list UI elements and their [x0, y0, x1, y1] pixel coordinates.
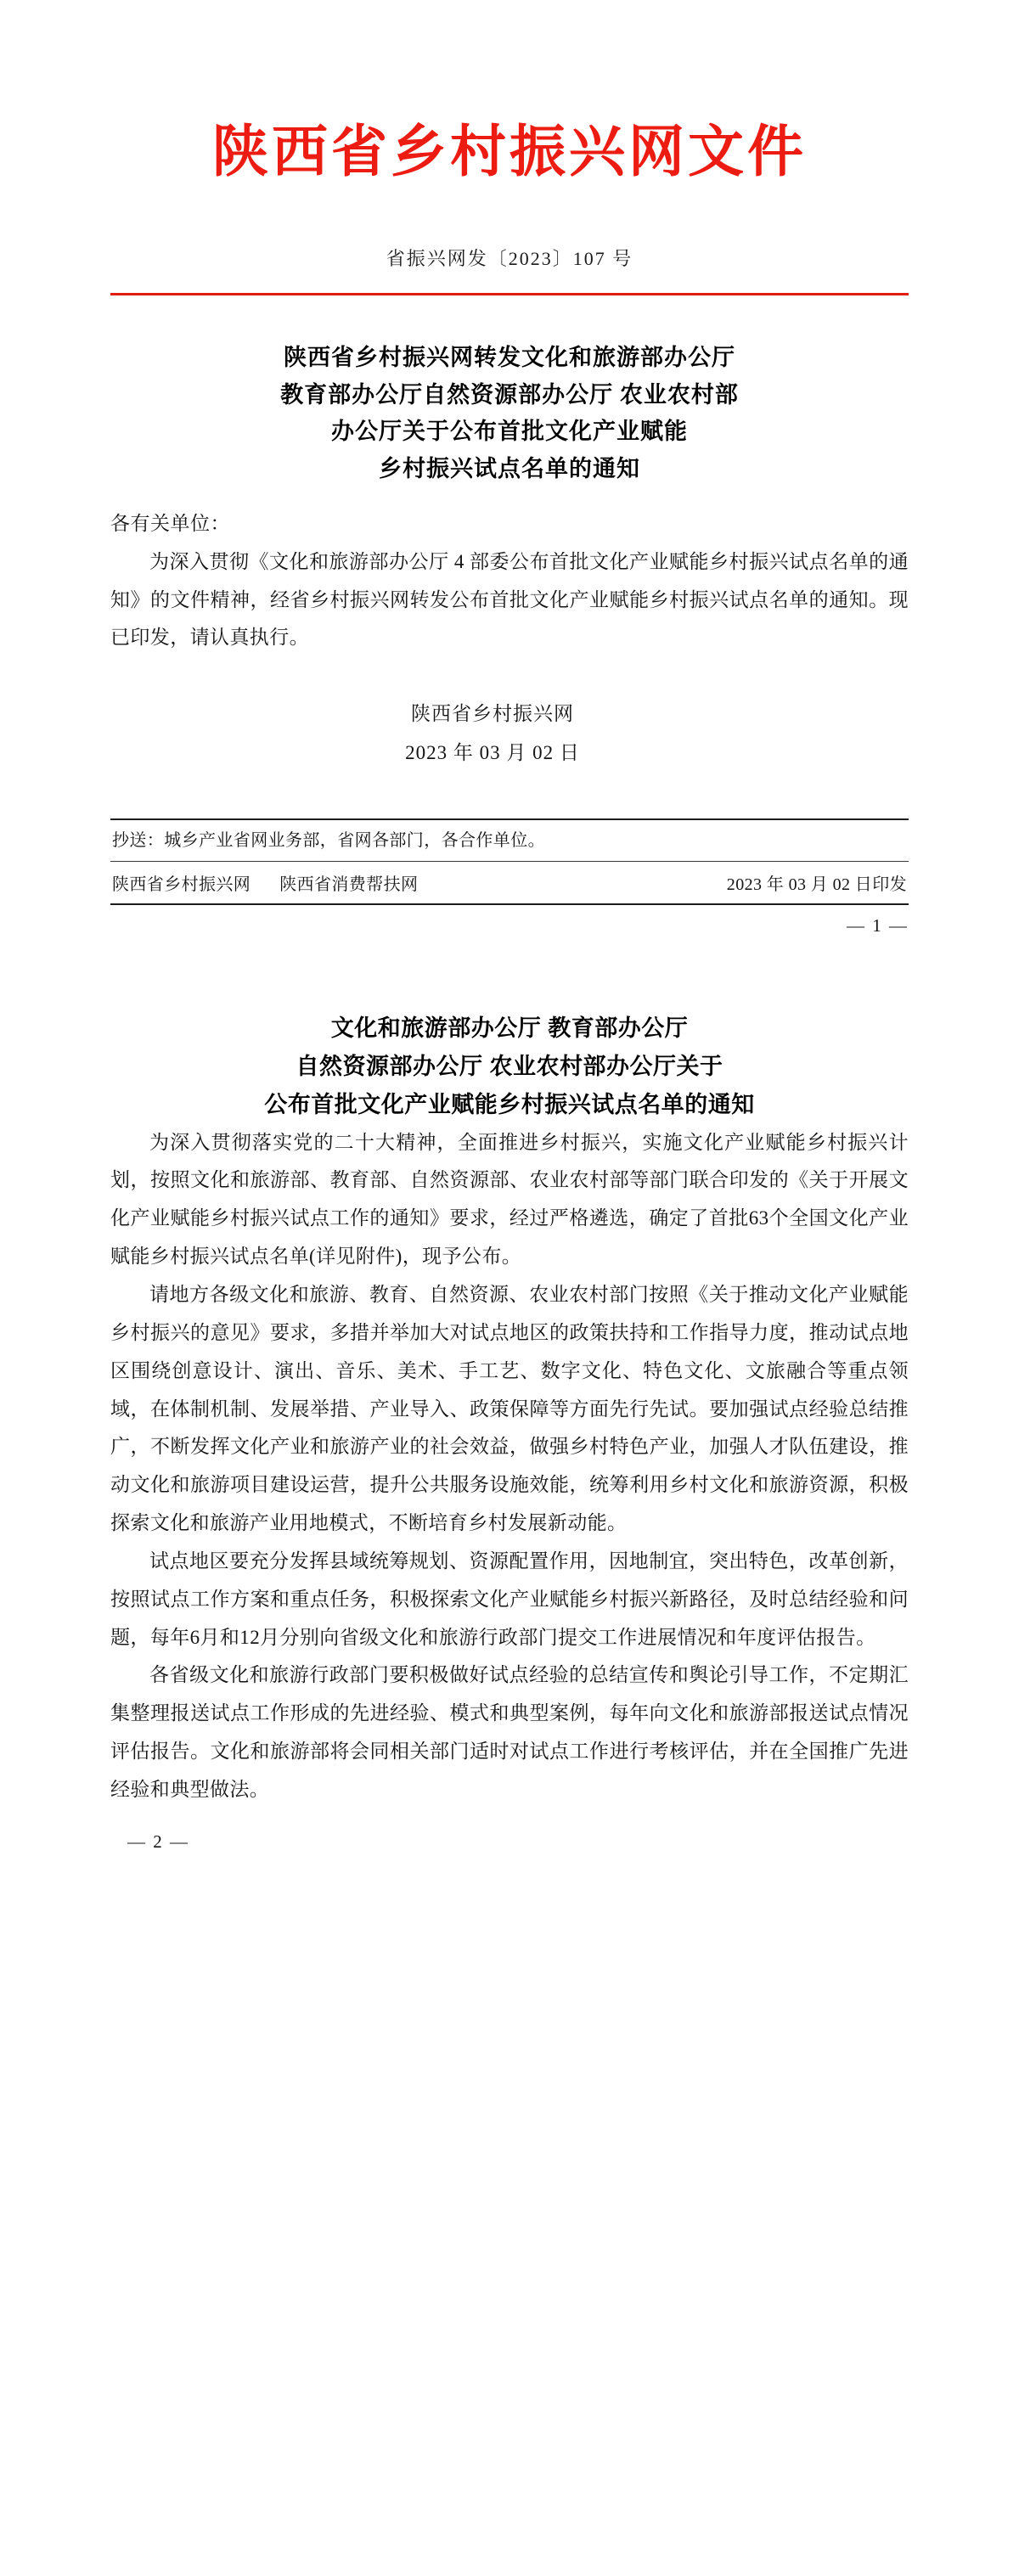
page-1-paragraph: 为深入贯彻《文化和旅游部办公厅 4 部委公布首批文化产业赋能乡村振兴试点名单的通知》的文件精神，经省乡村振兴网转发公布首批文化产业赋能乡村振兴试点名单的通知。现已印发，请认真执行。: [110, 550, 909, 649]
page-2: [0, 936, 1019, 1853]
page-1: [0, 0, 1019, 936]
page-2-paragraph-2: 请地方各级文化和旅游、教育、自然资源、农业农村部门按照《关于推动文化产业赋能乡村振兴的意见》要求，多措并举加大对试点地区的政策扶持和工作指导力度，推动试点地区围绕创意设计、演出、音乐、美术、手工艺、数字文化、特色文化、文旅融合等重点领域，在体制机制、发展举措、产业导入、政策保障等方面先行先试。要加强试点经验总结推广，不断发挥文化产业和旅游产业的社会效益，做强乡村特色产业，加强人才队伍建设，推动文化和旅游项目建设运营，提升公共服务设施效能，统筹利用乡村文化和旅游资源，积极探索文化和旅游产业用地模式，不断培育乡村发展新动能。: [110, 1284, 909, 1534]
footer-issuer-row: [110, 862, 909, 903]
page-1-footer: [110, 818, 909, 936]
page-2-title: [110, 1010, 909, 1123]
document-number-row: [110, 194, 909, 271]
page-2-paragraph-4: 各省级文化和旅游行政部门要积极做好试点经验的总结宣传和舆论引导工作，不定期汇集整理报送试点工作形成的先进经验、模式和典型案例，每年向文化和旅游部报送试点情况评估报告。文化和旅游部将会同相关部门适时对试点工作进行考核评估，并在全国推广先进经验和典型做法。: [110, 1664, 909, 1800]
page-1-title-line-3: 办公厅关于公布首批文化产业赋能: [331, 419, 688, 445]
page-1-title-line-4: 乡村振兴试点名单的通知: [379, 456, 640, 482]
page-2-paragraph-1: 为深入贯彻落实党的二十大精神，全面推进乡村振兴，实施文化产业赋能乡村振兴计划，按照文化和旅游部、教育部、自然资源部、农业农村部等部门联合印发的《关于开展文化产业赋能乡村振兴试点工作的通知》要求，经过严格遴选，确定了首批63个全国文化产业赋能乡村振兴试点名单(详见附件)，现予公布。: [110, 1131, 909, 1268]
page-1-title-line-2: 教育部办公厅自然资源部办公厅 农业农村部: [280, 381, 739, 408]
masthead-title: 陕西省乡村振兴网文件: [212, 121, 807, 183]
signature-block: [110, 695, 909, 773]
page-2-paragraph-3: 试点地区要充分发挥县域统筹规划、资源配置作用，因地制宜，突出特色，改革创新，按照试点工作方案和重点任务，积极探索文化产业赋能乡村振兴新路径，及时总结经验和问题，每年6月和12月分别向省级文化和旅游行政部门提交工作进展情况和年度评估报告。: [110, 1550, 909, 1648]
page-1-title-line-1: 陕西省乡村振兴网转发文化和旅游部办公厅: [284, 344, 735, 370]
page-2-title-line-2: 自然资源部办公厅 农业农村部办公厅关于: [296, 1054, 723, 1080]
page-2-number: — 2 —: [127, 1831, 189, 1852]
page-1-title: [110, 340, 909, 488]
signature-organization: 陕西省乡村振兴网: [411, 703, 574, 725]
footer-issuer-left: 陕西省乡村振兴网: [112, 875, 251, 895]
copy-to-line: 抄送：城乡产业省网业务部，省网各部门，各合作单位。: [112, 831, 545, 851]
page-1-number: — 1 —: [847, 915, 909, 936]
page-2-title-line-1: 文化和旅游部办公厅 教育部办公厅: [330, 1015, 689, 1042]
red-divider-rule: [110, 293, 909, 295]
document-number: 省振兴网发〔2023〕107 号: [386, 247, 633, 269]
signature-date: 2023 年 03 月 02 日: [405, 742, 580, 764]
footer-print-date: 2023 年 03 月 02 日印发: [726, 875, 907, 895]
footer-issuer-mid: 陕西省消费帮扶网: [279, 875, 419, 895]
salutation: 各有关单位：: [110, 512, 230, 534]
page-2-title-line-3: 公布首批文化产业赋能乡村振兴试点名单的通知: [264, 1091, 755, 1117]
